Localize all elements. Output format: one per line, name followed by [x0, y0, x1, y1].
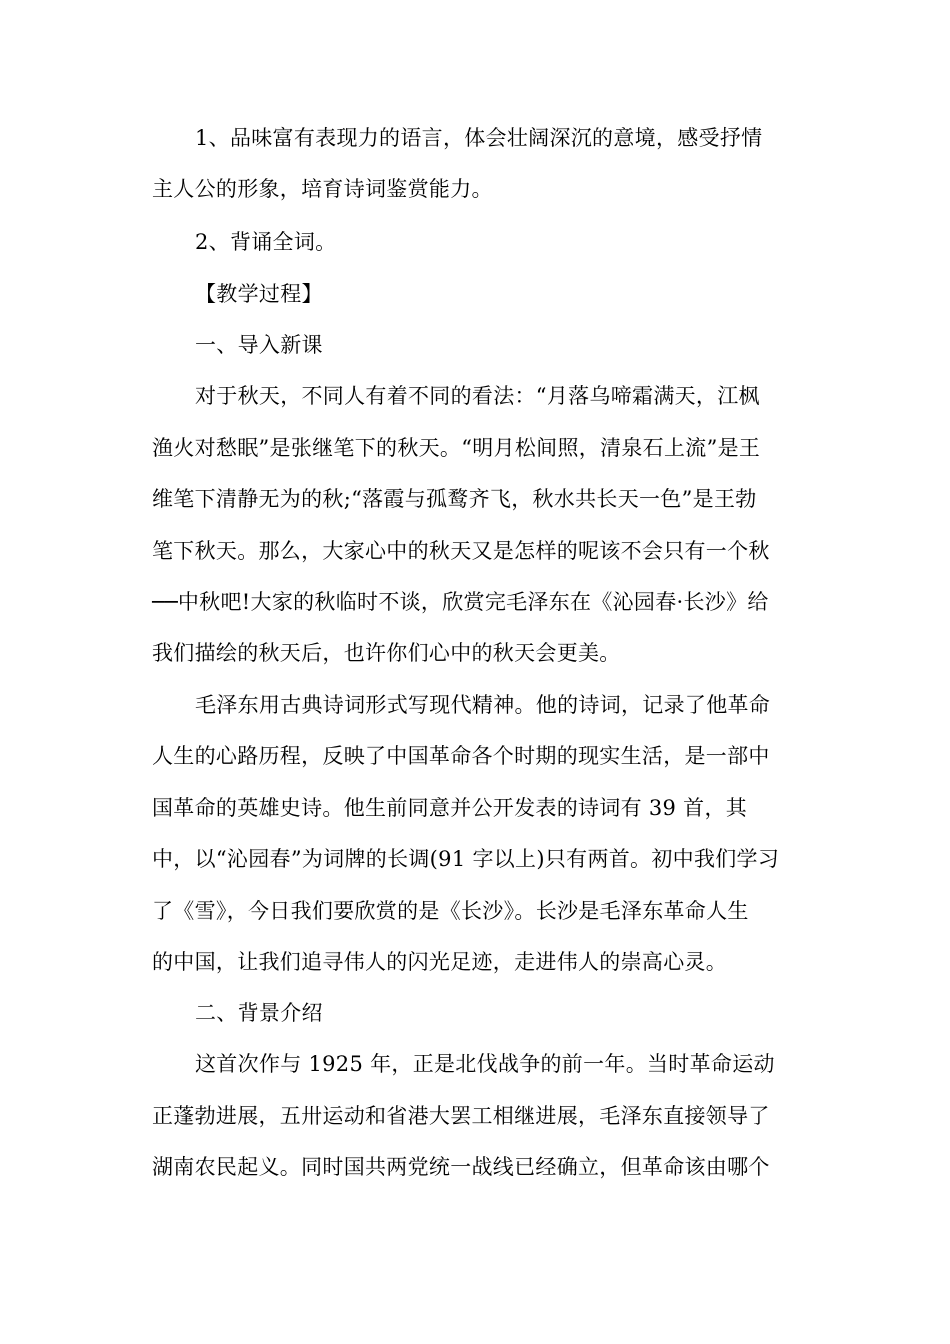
paragraph-background-line-1: 这首次作与 1925 年，正是北伐战争的前一年。当时革命运动	[195, 1052, 775, 1076]
section-heading-background: 二、背景介绍	[195, 1001, 323, 1025]
paragraph-autumn-line-1: 对于秋天，不同人有着不同的看法：“月落乌啼霜满天，江枫	[195, 384, 760, 408]
paragraph-background-line-2: 正蓬勃进展，五卅运动和省港大罢工相继进展，毛泽东直接领导了	[152, 1104, 770, 1128]
paragraph-background-line-3: 湖南农民起义。同时国共两党统一战线已经确立，但革命该由哪个	[152, 1155, 770, 1179]
objective-2: 2、背诵全词。	[195, 230, 337, 254]
paragraph-mao-line-6: 的中国，让我们追寻伟人的闪光足迹，走进伟人的崇高心灵。	[152, 950, 728, 974]
paragraph-mao-line-2: 人生的心路历程，反映了中国革命各个时期的现实生活，是一部中	[152, 744, 770, 768]
paragraph-mao-line-1: 毛泽东用古典诗词形式写现代精神。他的诗词，记录了他革命	[195, 693, 771, 717]
paragraph-mao-line-5: 了《雪》，今日我们要欣赏的是《长沙》。长沙是毛泽东革命人生	[152, 899, 749, 923]
paragraph-autumn-line-6: 我们描绘的秋天后，也许你们心中的秋天会更美。	[152, 641, 621, 665]
section-heading-introduction: 一、导入新课	[195, 333, 323, 357]
section-heading-teaching-process: 【教学过程】	[195, 282, 323, 306]
paragraph-autumn-line-3: 维笔下清静无为的秋;“落霞与孤鹜齐飞，秋水共长天一色”是王勃	[152, 487, 757, 511]
paragraph-mao-line-4: 中，以“沁园春”为词牌的长调(91 字以上)只有两首。初中我们学习	[152, 847, 780, 871]
objective-1-line-1: 1、品味富有表现力的语言，体会壮阔深沉的意境，感受抒情	[195, 126, 763, 150]
paragraph-autumn-line-5: ──中秋吧!大家的秋临时不谈，欣赏完毛泽东在《沁园春·长沙》给	[152, 590, 769, 614]
paragraph-autumn-line-4: 笔下秋天。那么，大家心中的秋天又是怎样的呢该不会只有一个秋	[152, 539, 770, 563]
paragraph-mao-line-3: 国革命的英雄史诗。他生前同意并公开发表的诗词有 39 首，其	[152, 796, 748, 820]
objective-1-line-2: 主人公的形象，培育诗词鉴赏能力。	[152, 177, 493, 201]
paragraph-autumn-line-2: 渔火对愁眠”是张继笔下的秋天。“明月松间照，清泉石上流”是王	[152, 436, 761, 460]
